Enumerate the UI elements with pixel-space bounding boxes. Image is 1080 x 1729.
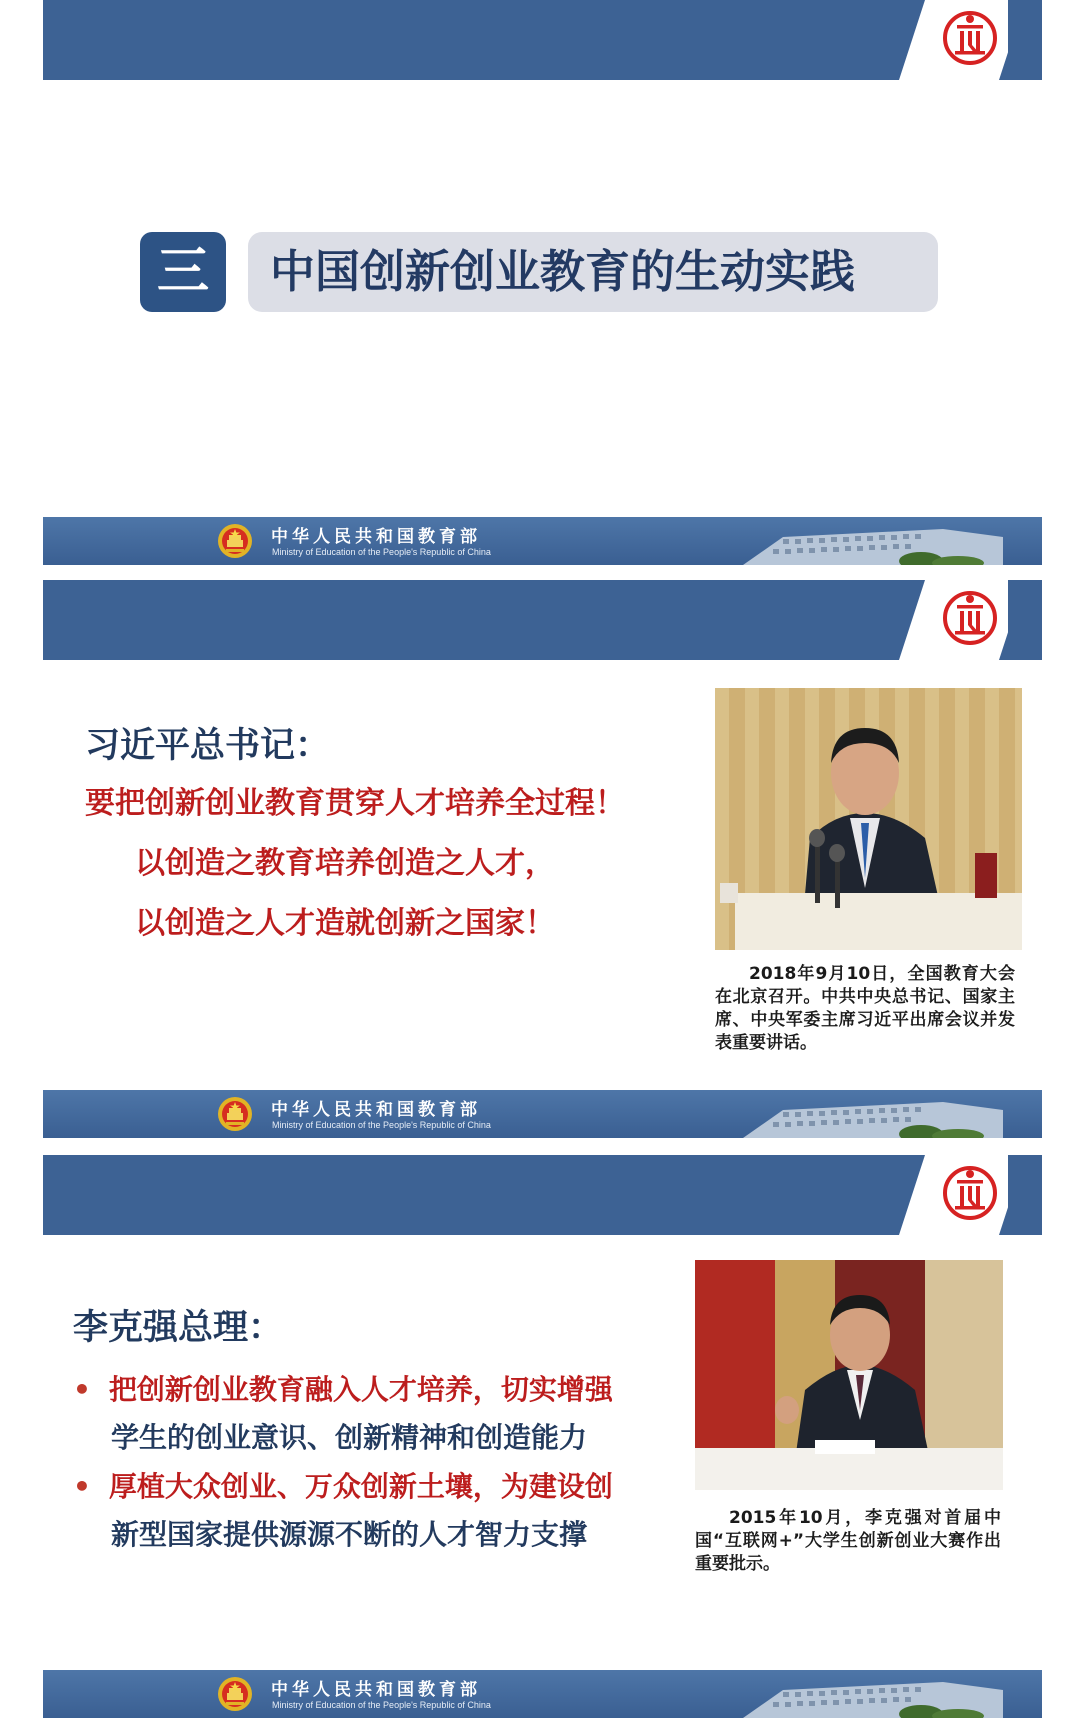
building-photo <box>743 517 1003 565</box>
national-emblem-icon <box>217 1676 253 1712</box>
national-emblem-icon <box>217 523 253 559</box>
speaker-title: 李克强总理： <box>73 1308 284 1348</box>
photo-caption: 2018年9月10日，全国教育大会在北京召开。中共中央总书记、国家主席、中央军委主席习近平出席会议并发表重要讲话。 <box>715 964 1015 1053</box>
slide-li-quote <box>43 1155 1042 1718</box>
bullet-dot-icon: • <box>73 1373 91 1406</box>
national-emblem-icon <box>217 1096 253 1132</box>
li-meeting-photo <box>695 1260 1003 1490</box>
ministry-name-en: Ministry of Education of the People's Republic of China <box>272 547 491 557</box>
ministry-name-cn: 中华人民共和国教育部 <box>271 1680 481 1700</box>
slide-footer <box>43 1670 1042 1718</box>
slide-xi-quote <box>43 580 1042 1138</box>
bullet-item-continued: 新型国家提供源源不断的人才智力支撑 <box>111 1518 588 1551</box>
building-photo <box>743 1090 1003 1138</box>
ministry-name-cn: 中华人民共和国教育部 <box>271 527 481 547</box>
section-title-box <box>248 232 938 312</box>
bullet-dot-icon: • <box>73 1470 91 1503</box>
photo-caption: 2015年10月，李克强对首届中国“互联网+”大学生创新创业大赛作出重要批示。 <box>695 1508 1001 1574</box>
building-photo <box>743 1670 1003 1718</box>
section-title: 中国创新创业教育的生动实践 <box>270 245 856 298</box>
slide-header-bar <box>43 1155 1042 1235</box>
quote-line: 以创造之人才造就创新之国家！ <box>135 906 555 941</box>
section-number: 三 <box>140 232 226 312</box>
slide-header-bar <box>43 580 1042 660</box>
ministry-name-cn: 中华人民共和国教育部 <box>271 1100 481 1120</box>
ministry-emblem-icon <box>940 8 1000 68</box>
ministry-emblem-icon <box>940 1163 1000 1223</box>
bullet-item-continued: 学生的创业意识、创新精神和创造能力 <box>111 1421 588 1454</box>
ministry-emblem-icon <box>940 588 1000 648</box>
quote-line: 要把创新创业教育贯穿人才培养全过程！ <box>85 786 625 821</box>
slide-footer <box>43 1090 1042 1138</box>
ministry-name-en: Ministry of Education of the People's Republic of China <box>272 1120 491 1130</box>
slide-header-bar <box>43 0 1042 80</box>
quote-line: 以创造之教育培养创造之人才， <box>135 846 555 881</box>
speaker-title: 习近平总书记： <box>85 726 331 766</box>
slide-footer <box>43 517 1042 565</box>
bullet-item: • 厚植大众创业、万众创新土壤，为建设创 <box>73 1470 613 1503</box>
ministry-name-en: Ministry of Education of the People's Republic of China <box>272 1700 491 1710</box>
bullet-item: • 把创新创业教育融入人才培养，切实增强 <box>73 1373 613 1406</box>
slide-section-title <box>43 0 1042 565</box>
xi-speech-photo <box>715 688 1022 950</box>
